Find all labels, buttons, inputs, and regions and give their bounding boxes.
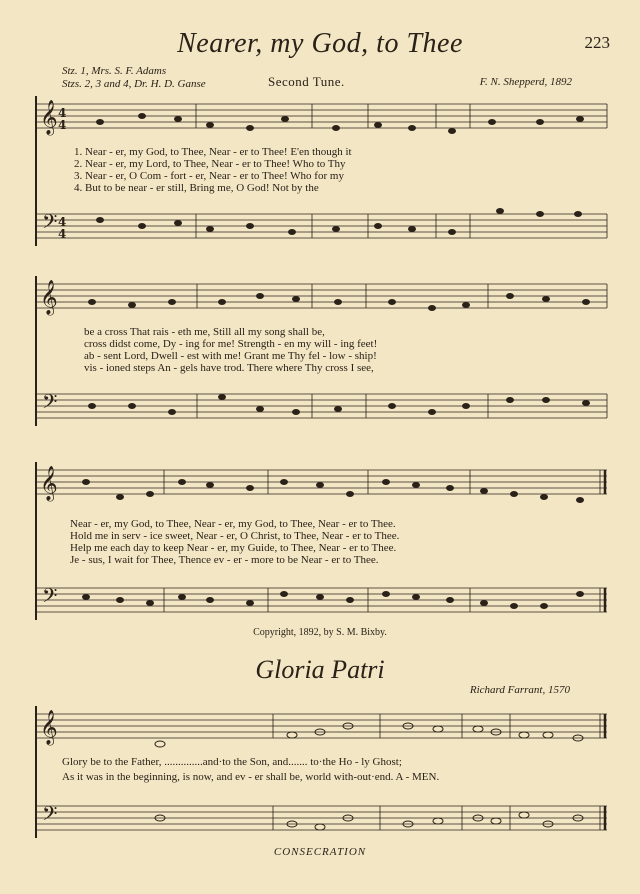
author-credit-1: Stz. 1, Mrs. S. F. Adams bbox=[62, 65, 167, 77]
svg-text:𝄞: 𝄞 bbox=[40, 710, 58, 745]
copyright-notice: Copyright, 1892, by S. M. Bixby. bbox=[253, 627, 387, 638]
composer-credit: F. N. Shepperd, 1892 bbox=[479, 76, 572, 88]
svg-text:𝄞: 𝄞 bbox=[40, 466, 58, 501]
tune-name: Second Tune. bbox=[268, 74, 345, 89]
verse-line: Je - sus, I wait for Thee, Thence ev - er - more to be Near - er to Thee. bbox=[70, 554, 379, 566]
treble-clef-icon: 𝄞 bbox=[40, 100, 58, 135]
gloria-line-2: As it was in the beginning, is now, and ev - er shall be, world with-out·end. A - MEN. bbox=[62, 771, 440, 783]
hymn-title: Nearer, my God, to Thee bbox=[177, 28, 463, 59]
author-credit-2: Stzs. 2, 3 and 4, Dr. H. D. Ganse bbox=[62, 78, 206, 90]
verse-line: Help me each day to keep Near - er, my Guide, to Thee, Near - er to Thee. bbox=[70, 542, 397, 554]
verse-line: 4. But to be near - er still, Bring me, O God! Not by the bbox=[74, 182, 319, 194]
svg-text:𝄞: 𝄞 bbox=[40, 280, 58, 315]
verse-line: vis - ioned steps An - gels have trod. There where Thy cross I see, bbox=[84, 362, 374, 374]
system1-treble-staff bbox=[36, 104, 607, 128]
section-footer: CONSECRATION bbox=[273, 846, 367, 858]
system2-lyrics bbox=[84, 326, 604, 374]
verse-line: Near - er, my God, to Thee, Near - er, my God, to Thee, Near - er to Thee. bbox=[70, 518, 396, 530]
verse-line: cross didst come, Dy - ing for me! Strength - en my will - ing feet! bbox=[84, 338, 378, 350]
gloria-line-1: Glory be to the Father, ..............and·to the Son, and....... to·the Ho - ly Ghost; bbox=[62, 756, 402, 768]
page-number: 223 bbox=[584, 33, 610, 52]
svg-text:4: 4 bbox=[58, 227, 67, 241]
verse-line: 1. Near - er, my God, to Thee, Near - er to Thee! E'en though it bbox=[74, 146, 352, 158]
system3-treble-staff bbox=[36, 470, 607, 494]
system2-treble-staff bbox=[36, 284, 607, 308]
svg-text:4: 4 bbox=[58, 118, 67, 132]
verse-line: be a cross That rais - eth me, Still all my song shall be, bbox=[84, 326, 325, 338]
verse-line: ab - sent Lord, Dwell - est with me! Grant me Thy fel - low - ship! bbox=[84, 350, 377, 362]
system1-lyrics bbox=[74, 146, 594, 194]
system1-bass-staff bbox=[36, 214, 607, 238]
svg-text:4: 4 bbox=[58, 106, 67, 120]
gloria-treble-staff bbox=[36, 714, 607, 738]
svg-text:𝄢: 𝄢 bbox=[42, 390, 58, 418]
gloria-title: Gloria Patri bbox=[255, 655, 385, 684]
svg-text:𝄢: 𝄢 bbox=[42, 584, 58, 612]
system3-lyrics bbox=[70, 518, 590, 566]
verse-line: 2. Near - er, my Lord, to Thee, Near - er to Thee! Who to Thy bbox=[74, 158, 346, 170]
bass-clef-icon: 𝄢 bbox=[42, 210, 58, 238]
verse-line: 3. Near - er, O Com - fort - er, Near - er to Thee! Who for my bbox=[74, 170, 344, 182]
verse-line: Hold me in serv - ice sweet, Near - er, O Christ, to Thee, Near - er to Thee. bbox=[70, 530, 400, 542]
svg-text:4: 4 bbox=[58, 215, 67, 229]
system2-bass-staff bbox=[36, 394, 607, 418]
svg-text:𝄢: 𝄢 bbox=[42, 802, 58, 830]
gloria-composer: Richard Farrant, 1570 bbox=[469, 684, 570, 696]
